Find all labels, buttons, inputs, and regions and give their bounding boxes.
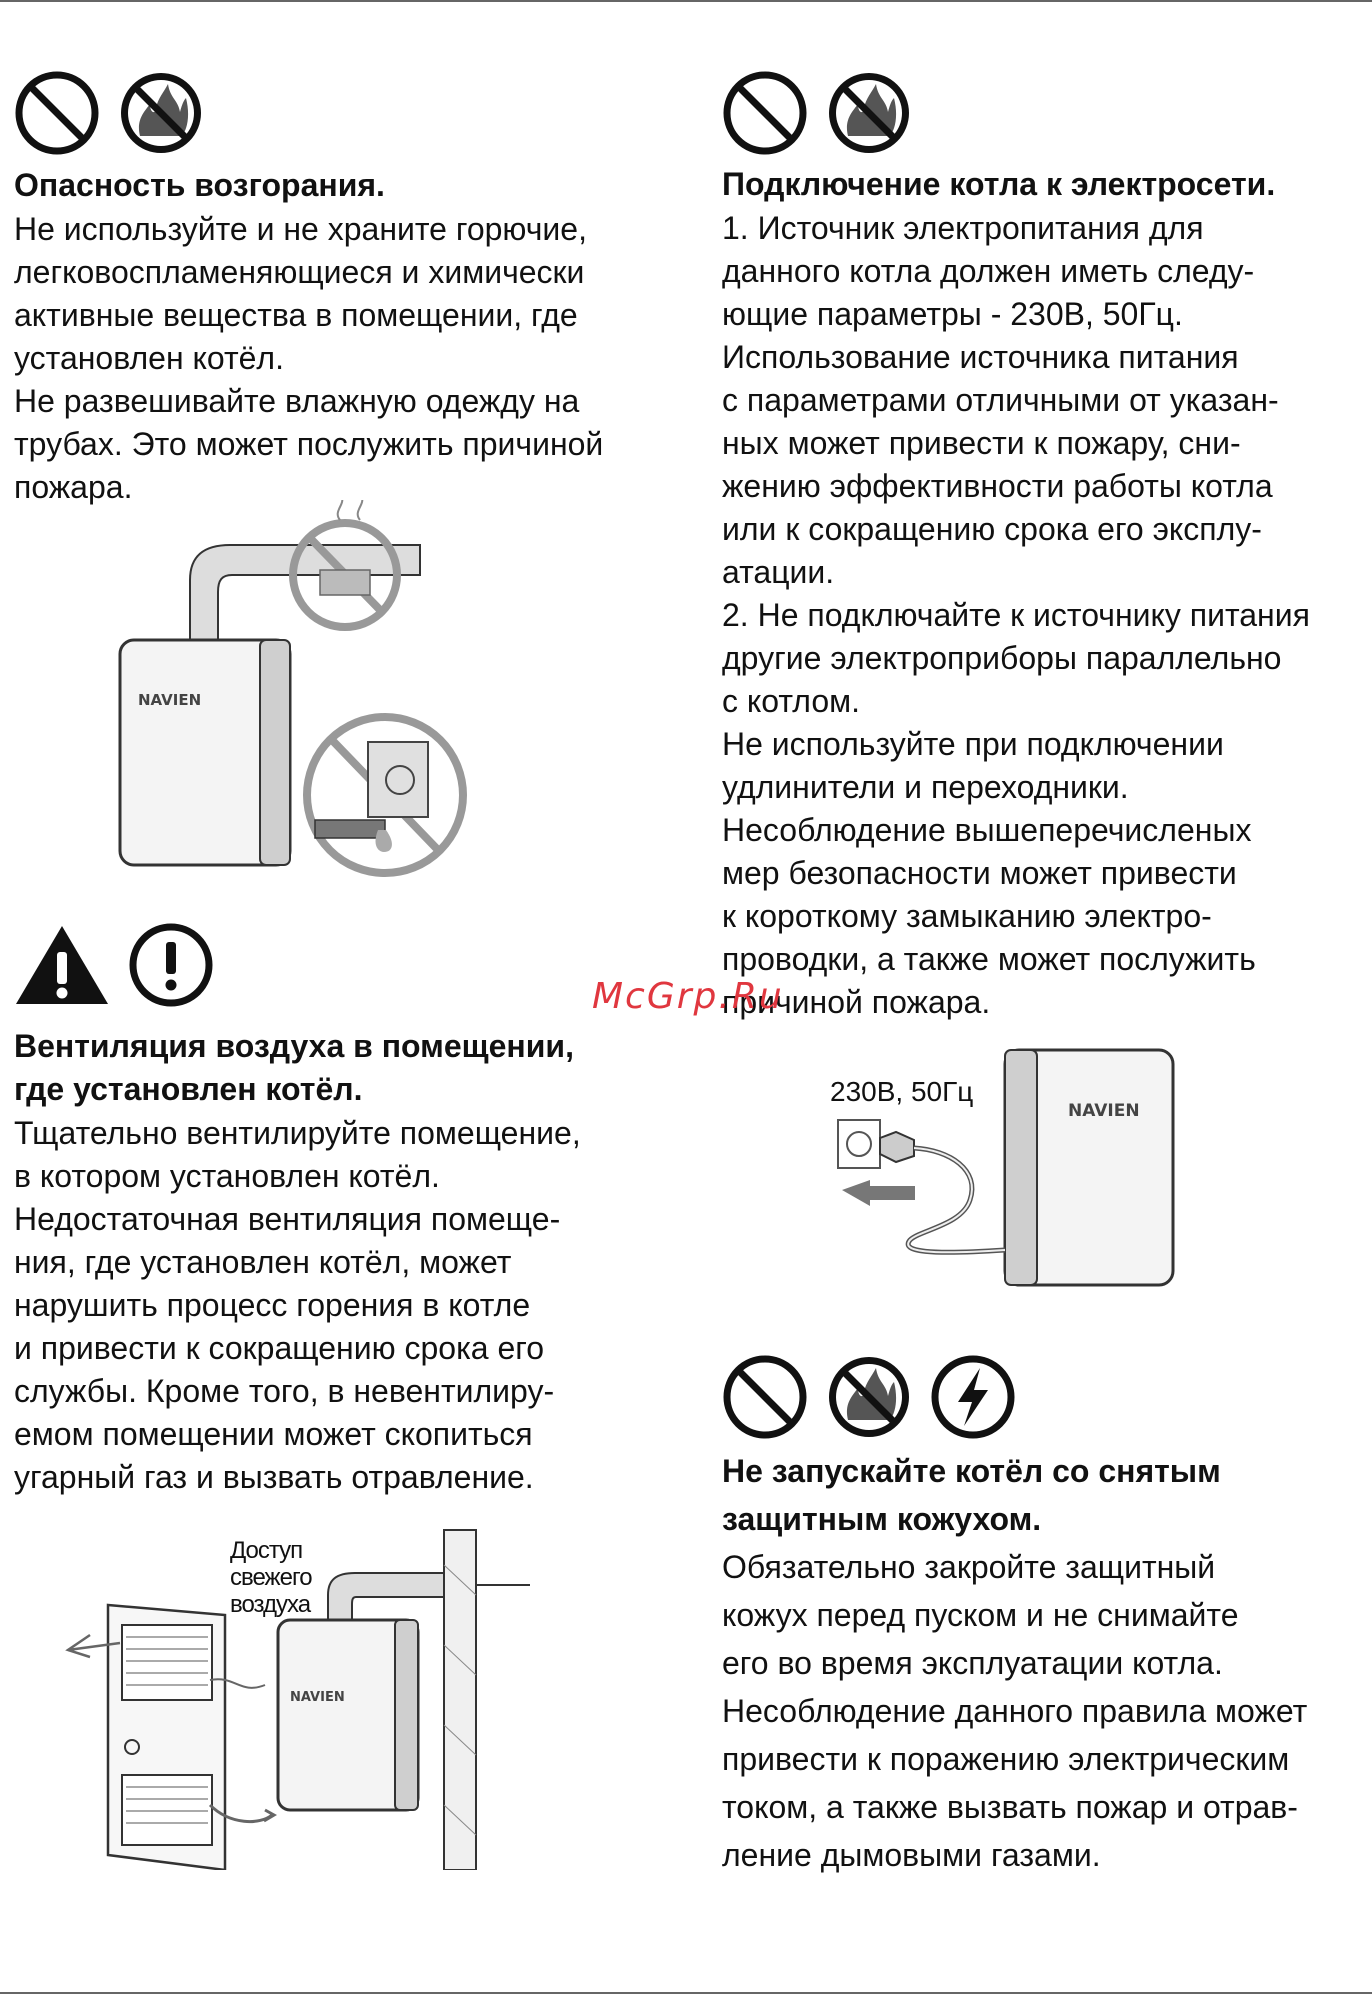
bottom-rule: [0, 1992, 1372, 1994]
cover-body: Обязательно закройте защитный кожух перед пуском и не снимайте его во время эксплуатации котла. Несоблюдение данного правила может привести к поражению электрическим током, а также вызвать пожар и отрав- ление дымовыми газами.: [722, 1549, 1308, 1873]
cover-title: Не запускайте котёл со снятым защитным кожухом.: [722, 1453, 1221, 1537]
ventilation-section-icons: [14, 922, 214, 1008]
fire-title: Опасность возгорания.: [14, 167, 385, 203]
exclamation-circle-icon: [128, 922, 214, 1008]
warning-triangle-icon: [14, 922, 110, 1008]
prohibited-icon: [722, 70, 808, 156]
prohibited-icon: [14, 70, 100, 156]
ventilation-body: Тщательно вентилируйте помещение, в котором установлен котёл. Недостаточная вентиляция помеще- ния, где установлен котёл, может нарушить процесс горения в котле и привести к сокращению срока его службы. Кроме того, в невентилиру- емом помещении может скопиться угарный газ и вызвать отравление.: [14, 1115, 581, 1495]
fire-body: Не используйте и не храните горючие, легковоспламеняющиеся и химически активные вещества в помещении, где установлен котёл. Не развешивайте влажную одежду на трубах. Это может послужить причиной пожара.: [14, 211, 604, 505]
top-rule: [0, 0, 1372, 2]
cover-section-icons: [722, 1354, 1016, 1440]
fire-section-icons: [14, 70, 204, 156]
power-connection-illustration: [830, 1040, 1180, 1290]
electric-shock-icon: [930, 1354, 1016, 1440]
fire-hazard-illustration: [110, 500, 480, 880]
power-label: 230В, 50Гц: [830, 1076, 974, 1107]
watermark: McGrp.Ru: [592, 976, 784, 1017]
ventilation-title: Вентиляция воздуха в помещении, где установлен котёл.: [14, 1028, 574, 1107]
brand-logo: NAVIEN: [290, 1690, 345, 1705]
electric-body: 1. Источник электропитания для данного котла должен иметь следу- ющие параметры - 230В, 50Гц. Использование источника питания с параметрами отличными от указан- ных может привести к пожару, сни- жению эффективности работы котла или к сокращению срока его эксплу- атации. 2. Не подключайте к источнику питания другие электроприборы параллельно с котлом. Не используйте при подключении удлинители и переходники. Несоблюдение вышеперечисленых мер безопасности может привести к короткому замыканию электро- проводки, а также может послужить причиной пожара.: [722, 210, 1310, 1020]
brand-logo: NAVIEN: [1068, 1101, 1140, 1121]
fresh-air-label: Доступ свежего воздуха: [230, 1537, 312, 1618]
electric-section-icons: [722, 70, 912, 156]
electric-title: Подключение котла к электросети.: [722, 166, 1276, 202]
ventilation-illustration: [60, 1525, 540, 1870]
brand-logo: NAVIEN: [138, 691, 202, 709]
no-fire-icon: [118, 70, 204, 156]
no-fire-icon: [826, 70, 912, 156]
prohibited-icon: [722, 1354, 808, 1440]
no-fire-icon: [826, 1354, 912, 1440]
